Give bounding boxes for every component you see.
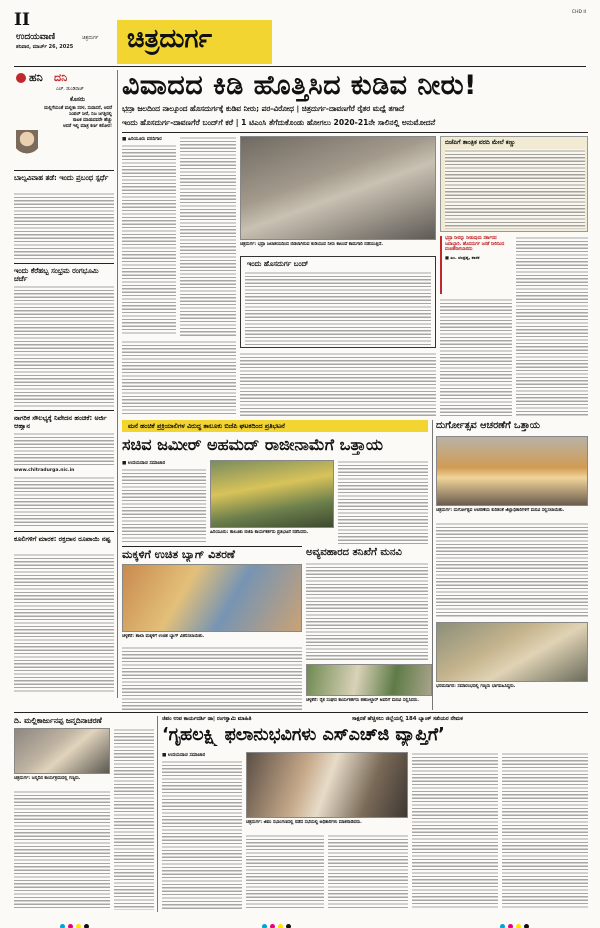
poem-line: ಮಲ್ಲಿಗೆಯಂತೆ ಮಲ್ಲಿಕಾ ಸರಳ, ಸುವಾಸನೆ, ಆದರೆ [44, 106, 112, 111]
bottom-reporter: ■ ಉದಯವಾಣಿ ಸಮಾಚಾರ [162, 753, 206, 758]
bottom-photo [246, 752, 408, 818]
lead-headline: ವಿವಾದದ ಕಿಡಿ ಹೊತ್ತಿಸಿದ ಕುಡಿವ ನೀರು! [122, 70, 477, 101]
lead-col2-text [180, 136, 236, 336]
left-story4-text [14, 553, 114, 693]
children-photo-caption: ಚಳ್ಳಕೆರೆ: ಶಾಲಾ ಮಕ್ಕಳಿಗೆ ಉಚಿತ ಬ್ಯಾಗ್ ವಿತರಿಸಲಾಯಿತು. [122, 634, 205, 639]
second-col1-text [122, 468, 206, 542]
lead-side-box-title: ಬಿಜೆಪಿಗೆ ತಾಂತ್ರಿಕ ವರದಿ ಮೇಲೆ ಕಣ್ಣು [445, 139, 516, 146]
hani-dani-icon [16, 73, 26, 83]
lead-reporter: ■ ಹಿರಿಯೂರು ವರದಿಗಾರ [122, 137, 162, 142]
dasara-photo [436, 436, 588, 506]
lead-side-box-text [445, 149, 585, 229]
lead-side-text-2 [440, 298, 512, 416]
second-photo [210, 460, 334, 528]
lead-photo-caption: ಚಿತ್ರದುರ್ಗ: ಭದ್ರಾ ಜಲಾಶಯದಿಂದ ಬಿಡಲಾಗಿರುವ ಕುಡಿಯುವ ನೀರು ಕಾಲುವೆ ಕಾಮಗಾರಿ ನಡೆಯುತ್ತಿದೆ. [240, 242, 384, 247]
children-headline: ಮಕ್ಕಳಿಗೆ ಉಚಿತ ಬ್ಯಾಗ್ ವಿತರಣೆ [122, 548, 235, 561]
column-divider [117, 70, 118, 698]
section-title: ಚಿತ್ರದುರ್ಗ [127, 24, 212, 54]
left-story1-head: ಬಾಲ್ಯವಿವಾಹ ತಡೆ: ಇಂದು ಪ್ರಬಂಧ ಸ್ಪರ್ಧೆ [14, 174, 109, 182]
poem-line: ಆದರೆ ಇಲ್ಲಿ ಮಾತ್ರ ಕರ್ಣ ಕಠೋರ! [63, 124, 112, 129]
left-story2-head: ಇಂದು ಕೆರೆಹಬ್ಬ ಸಂಭ್ರಮ ರಂಗಭೂಮಿ ಚರ್ಚೆ [14, 267, 99, 283]
bottom-left-text [14, 790, 110, 910]
paper-name: ಉದಯವಾಣಿ [16, 32, 56, 42]
poem-line: ಸಿಂಪಲ್ ಸೀರೆ, ನಿಜ ಜಗತ್ತಿನಲ್ಲಿ [69, 112, 112, 117]
bottom-column-divider [157, 716, 158, 912]
bottom-left-photo [14, 728, 110, 774]
hani-dani-box [14, 70, 114, 168]
bandh-box-text [245, 271, 431, 345]
lead-col1-text [122, 144, 176, 336]
left-story3-text [14, 432, 114, 467]
protest-band-text: ಮನೆ ಹಂಚಿಕೆ ಪ್ರಕ್ರಿಯಾಲಿಗಳ ವಿರುದ್ಧ ತಾಲೂಕು ಬಿಜೆಪಿ ಘಟಕದಿಂದ ಪ್ರತಿಭಟನೆ [128, 422, 285, 430]
dasara-headline: ದುರ್ಗೋತ್ಸವ ಆಚರಣೆಗೆ ಒತ್ತಾಯ [436, 420, 541, 431]
second-photo-caption: ಹಿರಿಯೂರು: ತಾಲೂಕು ಬಿಜೆಪಿ ಕಾರ್ಯಕರ್ತರು ಪ್ರತಿಭಟನೆ ನಡೆಸಿದರು. [210, 530, 309, 535]
bottom-col1-text [162, 760, 242, 910]
dasara-text [436, 522, 588, 618]
bottom-headline: ‘ಗೃಹಲಕ್ಷ್ಮಿ ಫಲಾನುಭವಿಗಳು ಎಸ್‌ಎಚ್‌ಜಿ ವ್ಯಾಪ್ತಿಗೆ’ [162, 725, 445, 745]
lead-side-text [516, 236, 588, 416]
food-photo [306, 664, 432, 696]
second-headline: ಸಚಿವ ಜಮೀರ್ ಅಹಮದ್ ರಾಜೀನಾಮೆಗೆ ಒತ್ತಾಯ [122, 435, 384, 454]
poet-sketch [16, 130, 38, 160]
tribute-caption: ಭರಮಸಾಗರ: ಸಮಾರಂಭದಲ್ಲಿ ಗಣ್ಯರು ಭಾಗವಹಿಸಿದ್ದರು. [436, 684, 516, 689]
second-col3-text [338, 460, 428, 544]
hani-dani-byline: ಎಚ್. ಡುಂಡಿರಾಜ್ [56, 87, 84, 92]
lead-bottom-text-2 [240, 352, 436, 416]
lead-photo [240, 136, 436, 240]
bandh-box-title: ಇಂದು ಹೊಸದುರ್ಗ ಬಂದ್ [247, 260, 309, 268]
bottom-col5-text [502, 752, 588, 910]
left-divider [14, 263, 114, 264]
masthead-rule [14, 66, 586, 67]
dasara-photo-caption: ಚಿತ್ರದುರ್ಗ: ದುರ್ಗೋತ್ಸವ ಆಚರಣೆಯ ಕುರಿತಂತೆ ಜಿಲ್ಲಾಧಿಕಾರಿಗಳಿಗೆ ಮನವಿ ಸಲ್ಲಿಸಲಾಯಿತು. [436, 508, 565, 513]
protest-band [122, 420, 428, 432]
registration-marks [500, 914, 532, 928]
children-rule [122, 546, 302, 547]
date-line: ಶನಿವಾರ, ಮಾರ್ಚ್ 26, 2025 [16, 44, 74, 50]
corner-label: CHD II [571, 10, 586, 15]
lead-side-box [440, 136, 588, 232]
dani-title: ದನಿ [54, 71, 68, 84]
lead-subhead-1: ಭದ್ರಾ ಜಲದಿಂದ ನಾಲ್ಕೂಂದ ಹೊಸದುರ್ಗಕ್ಕೆ ಕುಡಿವ ನೀರು; ಪರ-ವಿರೋಧ | ಚಿತ್ರದುರ್ಗ-ದಾವಣಗೆರೆ ರೈತರ ಮಧ್ಯೆ ತಗಾದೆ [122, 104, 405, 113]
bottom-rule [14, 712, 588, 713]
left-story4-head: ಕೂಲಿಗಳಿಗೆ ಮಾರಕ: ರಕ್ತದಾನ ರೂಪಾಯಿ ನಷ್ಟ [14, 535, 111, 543]
bottom-top-line-1: ಜಿಪಂ ಉಪ ಕಾರ್ಯದರ್ಶಿ ಡಾ| ರಂಗಸ್ವಾಮಿ ಮಾಹಿತಿ [162, 716, 252, 722]
food-photo-caption: ಚಳ್ಳಕೆರೆ: ರೈತ ಸಂಘದ ಕಾರ್ಯಕರ್ತರು ತಹಸೀಲ್ದಾರ್ ಅವರಿಗೆ ಮನವಿ ಸಲ್ಲಿಸಿದರು. [306, 698, 419, 703]
bottom-left-text-2 [114, 728, 154, 910]
hani-title: ಹನಿ [29, 71, 43, 84]
food-text [306, 562, 428, 662]
bandh-box [240, 256, 436, 348]
bottom-col4-text [412, 752, 498, 910]
left-story3-head: ನಾಗರಿಕ ಸೌಲಭ್ಯಕ್ಕೆ ನಿವೇದನ ಹಂಚಿಕೆ: ಅರ್ಜಿ ಆಹ್ವಾನ [14, 414, 107, 430]
children-text [122, 646, 302, 710]
column-divider-right [432, 420, 433, 710]
left-divider [14, 170, 114, 171]
masthead [14, 10, 586, 66]
edition-label: ಚಿತ್ರದುರ್ಗ [82, 35, 99, 41]
second-reporter: ■ ಉದಯವಾಣಿ ಸಮಾಚಾರ [122, 461, 166, 466]
left-url[interactable]: www.chitradurga.nic.in [14, 468, 75, 473]
left-divider [14, 410, 114, 411]
lead-subhead-2: ಇಂದು ಹೊಸದುರ್ಗ-ದಾವಣಗೆರೆ ಬಂದ್‌ಗೆ ಕರೆ | 1 ಟಿಎಂಸಿ ತೆಗೆದುಕೊಂಡು ಹೋಗಲು 2020-21ನೇ ಸಾಲಿನಲ್ಲಿ ಅನುಮೋದನೆ [122, 118, 436, 127]
lead-rule [122, 132, 588, 133]
section-title-band [117, 20, 272, 64]
quote-author: ■ ಎಂ. ಚಂದ್ರಪ್ಪ, ಶಾಸಕ [445, 254, 480, 260]
lead-bottom-text-1 [122, 340, 236, 416]
poem-title: ಕೊಸರು [70, 96, 86, 103]
children-photo [122, 564, 302, 632]
bottom-col2-text [246, 834, 324, 910]
poem-lines [34, 106, 112, 130]
left-story3-text-cont [14, 476, 114, 528]
poem-line: ನಾಟಕ ಮಾಡುವವರೇ ಹೆಚ್ಚು [72, 118, 112, 123]
left-story1-text [14, 192, 114, 260]
quote-text: ಭದ್ರಾ ನೀರನ್ನು ನೀಡುವುದು ಸರ್ಕಾರದ ಜವಾಬ್ದಾರಿ. ಹೊಸದುರ್ಗ ಜನತೆ ನೀರಿನಿಂದ ವಂಚಿತರಾಗಬಾರದು [445, 236, 505, 253]
page-number: II [14, 10, 30, 30]
bottom-col3-text [328, 834, 408, 910]
bottom-photo-caption: ಚಿತ್ರದುರ್ಗ: ಜಿಪಂ ಸಭಾಂಗಣದಲ್ಲಿ ನಡೆದ ಸಭೆಯಲ್ಲಿ ಅಧಿಕಾರಿಗಳು ಮಾತನಾಡಿದರು. [246, 820, 362, 825]
registration-marks [262, 914, 294, 928]
left-story2-text [14, 285, 114, 407]
food-headline: ಅವ್ಯವಹಾರದ ತನಿಖೆಗೆ ಮನವಿ [306, 547, 402, 558]
left-divider [14, 531, 114, 532]
quote-box [440, 236, 512, 294]
bottom-top-line-2: ಸಾಕ್ಷರತೆ ಹೆಚ್ಚಿಸಲು ಜಿಲ್ಲೆಯಲ್ಲಿ 184 ಬ್ಯಾಂಕ್ ಸಖಿಯರ ನೇಮಕ [352, 716, 463, 722]
bottom-left-head: ದಿ. ಮಲ್ಲಿಕಾರ್ಜುನಪ್ಪ ಜನ್ಮದಿನಾಚರಣೆ [14, 716, 102, 725]
registration-marks [60, 914, 92, 928]
bottom-left-caption: ಚಿತ್ರದುರ್ಗ: ಜನ್ಮದಿನ ಕಾರ್ಯಕ್ರಮದಲ್ಲಿ ಗಣ್ಯರು. [14, 776, 81, 781]
tribute-photo [436, 622, 588, 682]
